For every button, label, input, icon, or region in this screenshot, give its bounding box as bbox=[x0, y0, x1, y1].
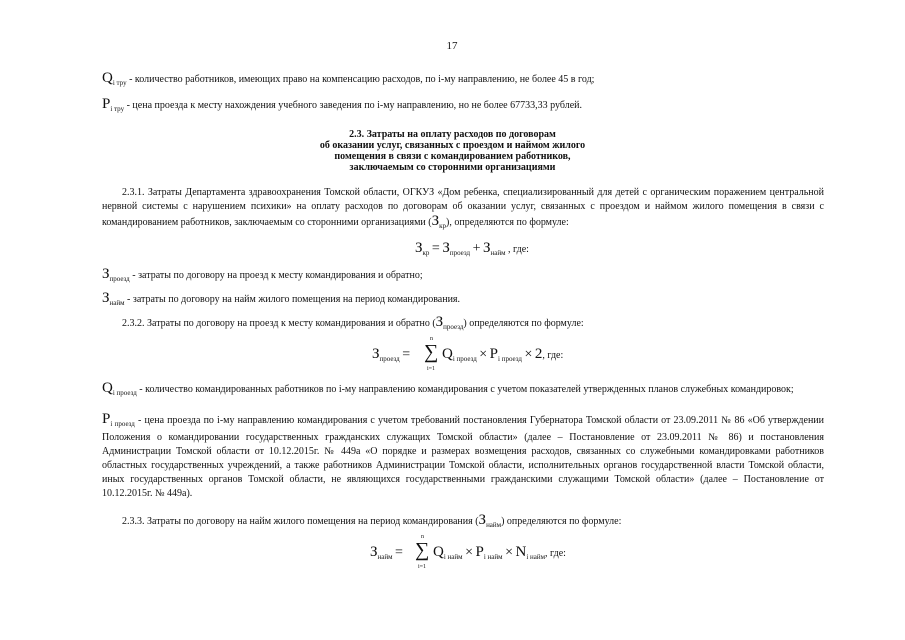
sum-sign: ∑ bbox=[415, 539, 430, 561]
def-text: - цена проезда к месту нахождения учебного заведения по i-му направлению, но не более 67733,33 рублей. bbox=[126, 100, 582, 111]
def-symbol: З bbox=[102, 290, 110, 306]
formula-term-a: З bbox=[442, 240, 450, 256]
def-subscript: найм bbox=[109, 299, 125, 307]
def-p-tru bbox=[102, 96, 822, 113]
formula-z-naim bbox=[370, 534, 620, 576]
formula-tail: , где: bbox=[542, 350, 564, 361]
inline-subscript: найм bbox=[486, 521, 502, 529]
def-symbol: Q bbox=[102, 70, 113, 86]
def-text: - количество работников, имеющих право на компенсацию расходов, по i-му направлению, не более 45 в год; bbox=[129, 74, 595, 85]
formula-eq: = bbox=[431, 241, 440, 256]
formula-q-sub: i проезд bbox=[452, 355, 477, 363]
paragraph-text: 2.3.3. Затраты по договору на найм жилого помещения на период командирования ( bbox=[122, 516, 479, 527]
formula-tail: , где: bbox=[545, 548, 566, 559]
formula-p: P bbox=[489, 346, 499, 362]
formula-lhs: З bbox=[370, 544, 378, 560]
def-text: - затраты по договору на проезд к месту командирования и обратно; bbox=[132, 270, 423, 281]
sum-sign: ∑ bbox=[424, 341, 439, 363]
def-q-proezd bbox=[102, 380, 824, 397]
paragraph-2-3-3 bbox=[122, 512, 822, 529]
paragraph-tail: ), определяются по формуле: bbox=[446, 217, 569, 228]
def-symbol: P bbox=[102, 411, 111, 427]
formula-p: P bbox=[475, 544, 484, 560]
def-z-proezd bbox=[102, 266, 822, 283]
paragraph-text: 2.3.2. Затраты по договору на проезд к месту командирования и обратно ( bbox=[122, 318, 436, 329]
paragraph-tail: ) определяются по формуле: bbox=[463, 318, 584, 329]
formula-tail: , где: bbox=[508, 244, 529, 255]
formula-lhs-sub: проезд bbox=[379, 355, 400, 363]
formula-q: Q bbox=[433, 544, 444, 560]
formula-q-sub: i найм bbox=[443, 553, 463, 561]
inline-subscript: проезд bbox=[443, 323, 464, 331]
def-z-naim bbox=[102, 290, 822, 307]
formula-eq: = bbox=[402, 347, 411, 362]
formula-p-sub: i найм bbox=[483, 553, 503, 561]
formula-z-proezd bbox=[372, 336, 612, 378]
def-symbol: Q bbox=[102, 380, 113, 396]
paragraph-2-3-2 bbox=[122, 314, 822, 331]
def-subscript: i проезд bbox=[112, 389, 137, 397]
formula-eq: = bbox=[395, 545, 403, 560]
def-p-proezd bbox=[102, 412, 824, 501]
formula-p-sub: i проезд bbox=[498, 355, 522, 363]
def-subscript: проезд bbox=[109, 275, 130, 283]
sum-upper-limit: n bbox=[430, 336, 433, 342]
sum-lower-limit: i=1 bbox=[418, 564, 427, 570]
sum-lower-limit: i=1 bbox=[427, 366, 436, 372]
formula-times: × bbox=[505, 545, 513, 560]
def-symbol: P bbox=[102, 96, 111, 112]
def-symbol: З bbox=[102, 266, 110, 282]
heading-line: 2.3. Затраты на оплату расходов по договорам bbox=[349, 129, 556, 140]
def-text: - затраты по договору на найм жилого помещения на период командирования. bbox=[127, 294, 461, 305]
inline-symbol: З bbox=[478, 512, 487, 528]
def-text: - цена проезда по i-му направлению командирования с учетом требований постановления Губернатора Томской области от 23.09.2011 № 86 «Об утверждении Положения о командировании государственных гражданских служащих Томской области» (далее – Постановление от 23.09.2011 № 86) и постановления Администрации Томской области от 10.12.2015г. № 449а «О порядке и размерах возмещения расходов, связанных со служебными командировками работников областных государственных учреждений, а также работников Администрации Томской области, исполнительных органов государственной власти Томской области, иных государственных органов Томской области, не являющихся государственными гражданскими служащими Томской области» (далее – Постановление от 10.12.2015г. № 449а). bbox=[102, 415, 825, 499]
formula-lhs: З bbox=[415, 240, 423, 256]
formula-n-sub: i найм bbox=[526, 553, 546, 561]
formula-times: × bbox=[524, 347, 533, 362]
paragraph-tail: ) определяются по формуле: bbox=[501, 516, 622, 527]
formula-term-b-sub: найм bbox=[490, 249, 506, 257]
def-subscript: i тру bbox=[110, 105, 125, 113]
paragraph-2-3-1 bbox=[102, 186, 824, 233]
heading-line: об оказании услуг, связанных с проездом и наймом жилого bbox=[319, 140, 586, 151]
formula-lhs: З bbox=[372, 346, 380, 362]
formula-times: × bbox=[465, 545, 473, 560]
heading-line: заключаемым со сторонними организациями bbox=[349, 162, 556, 173]
sum-upper-limit: n bbox=[421, 534, 424, 540]
formula-constant: 2 bbox=[534, 346, 543, 362]
page-number: 17 bbox=[446, 40, 458, 52]
formula-lhs-sub: кр bbox=[422, 249, 430, 257]
paragraph-text: 2.3.1. Затраты Департамента здравоохранения Томской области, ОГКУЗ «Дом ребенка, специализированный для детей с органическим поражением центральной нервной системы с нарушением психики» на оплату расходов по договорам об оказании услуг, связанных с проездом и наймом жилого помещения в связи с командированием работников, заключаемым со сторонними организациями ( bbox=[102, 187, 824, 228]
heading-line: помещения в связи с командированием работников, bbox=[334, 151, 571, 162]
formula-q: Q bbox=[442, 346, 453, 362]
formula-term-b: З bbox=[482, 240, 491, 256]
def-subscript: i тру bbox=[112, 79, 127, 87]
formula-z-kr bbox=[415, 240, 529, 257]
formula-times: × bbox=[479, 347, 488, 362]
def-subscript: i проезд bbox=[110, 420, 135, 428]
def-text: - количество командированных работников по i-му направлению командирования с учетом показателей утвержденных планов служебных командировок; bbox=[139, 384, 794, 395]
inline-symbol: З bbox=[431, 213, 440, 229]
section-heading bbox=[250, 129, 655, 173]
formula-n: N bbox=[515, 544, 527, 560]
inline-symbol: З bbox=[435, 314, 444, 330]
inline-subscript: кр bbox=[439, 222, 447, 230]
formula-lhs-sub: найм bbox=[377, 553, 393, 561]
formula-plus: + bbox=[472, 241, 481, 256]
formula-term-a-sub: проезд bbox=[449, 249, 471, 257]
def-q-tru bbox=[102, 70, 822, 87]
